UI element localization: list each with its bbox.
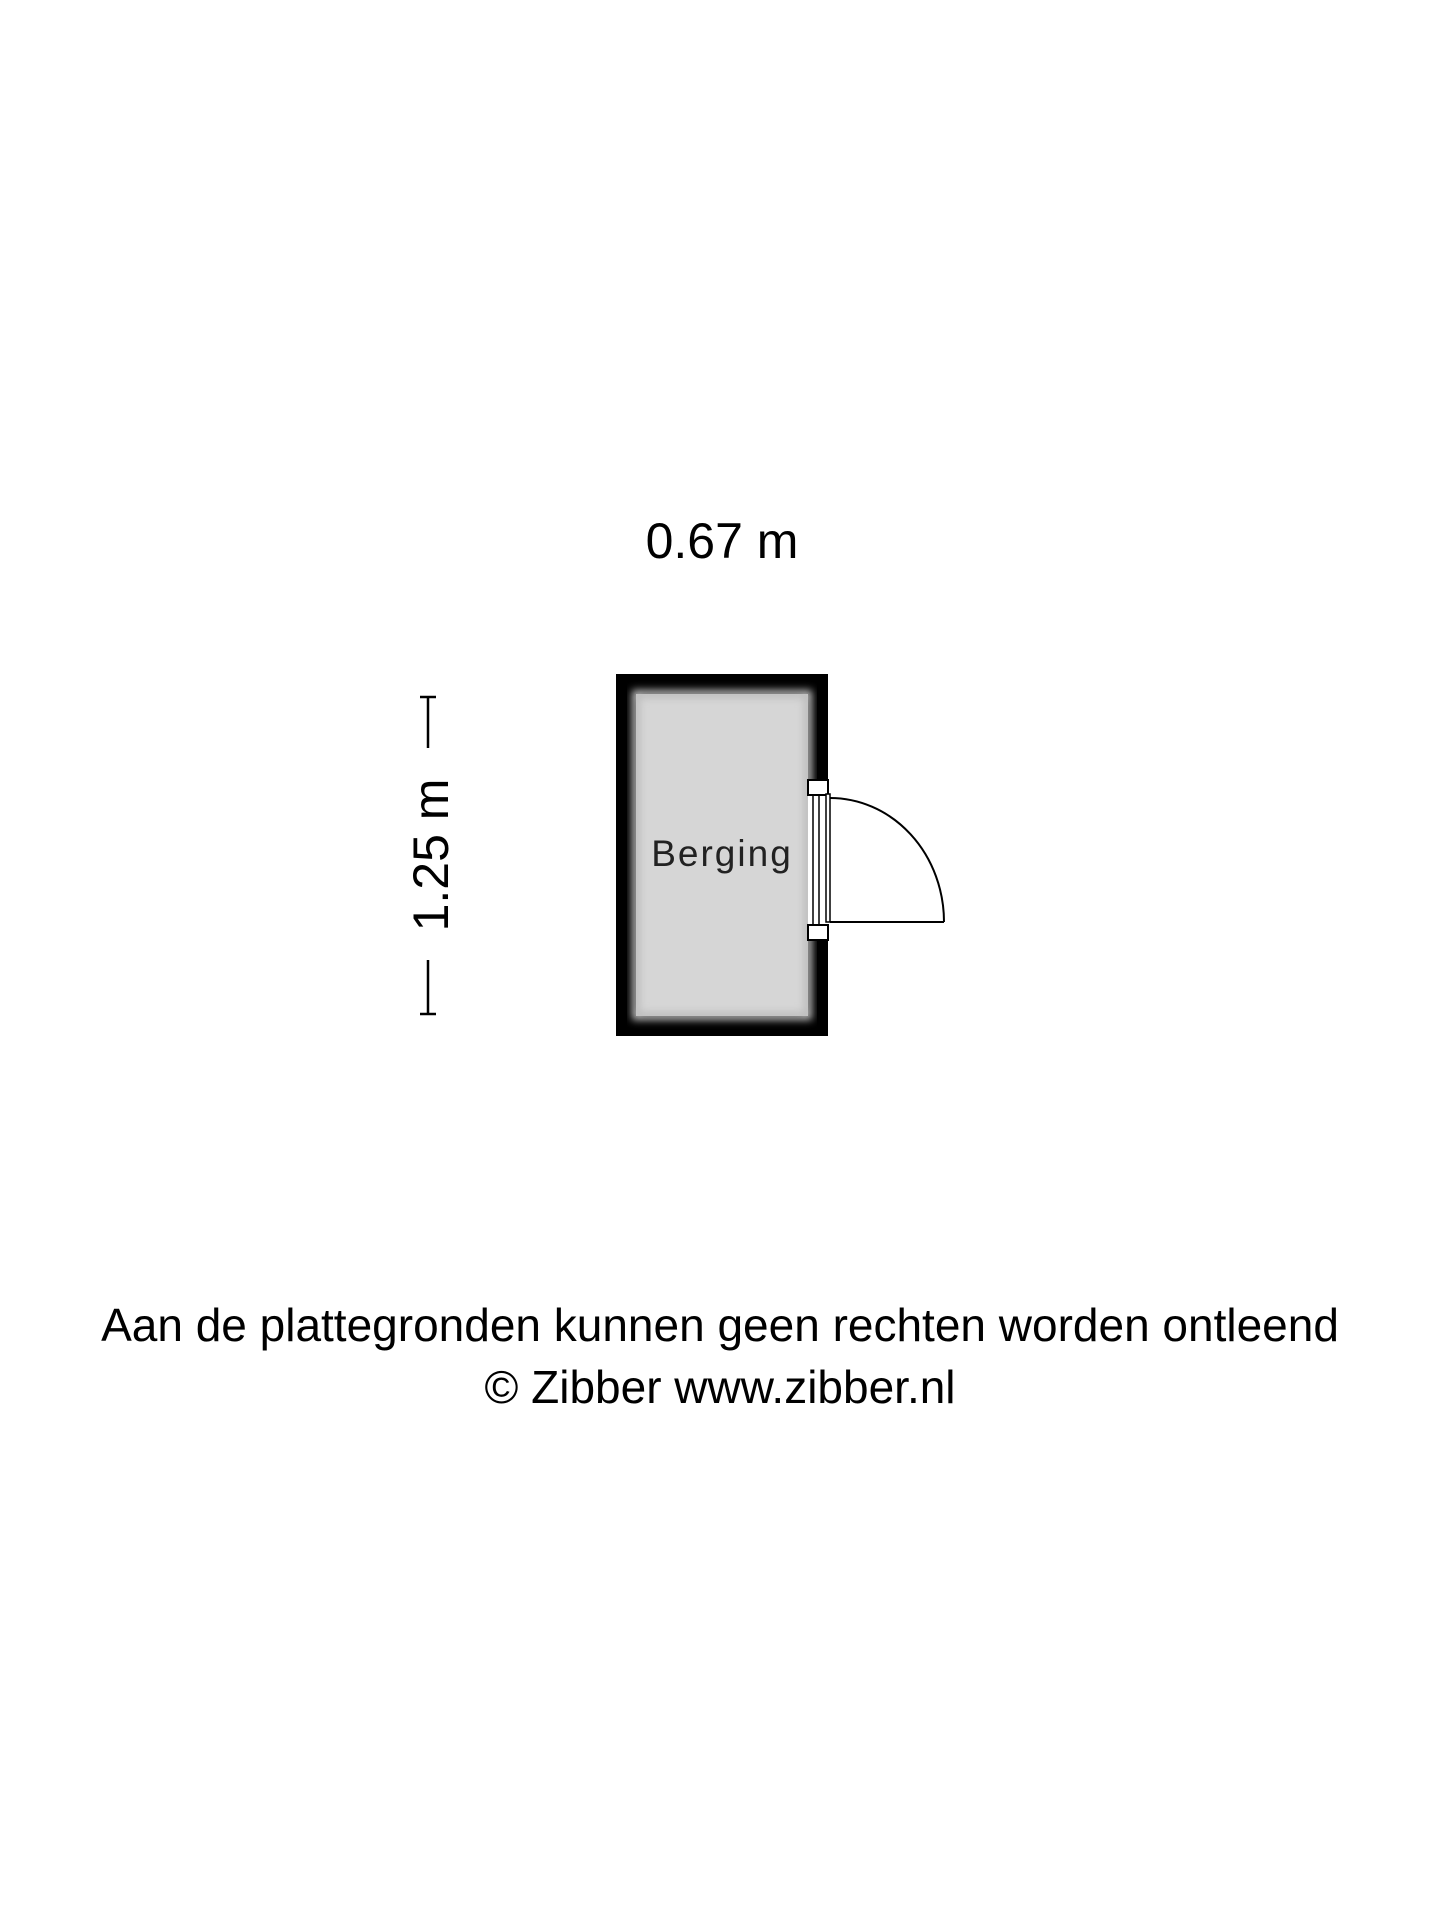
height-dimension-label: 1.25 m <box>403 778 459 932</box>
disclaimer-text: Aan de plattegronden kunnen geen rechten worden ontleend <box>101 1299 1339 1351</box>
door-jamb-bottom <box>808 925 828 940</box>
door-swing-arc <box>830 798 944 922</box>
door <box>808 780 944 940</box>
door-jamb-top <box>808 780 828 795</box>
copyright-text: © Zibber www.zibber.nl <box>484 1361 956 1413</box>
width-dimension-label: 0.67 m <box>645 513 799 569</box>
room-label: Berging <box>651 833 793 874</box>
door-leaf <box>826 794 830 922</box>
